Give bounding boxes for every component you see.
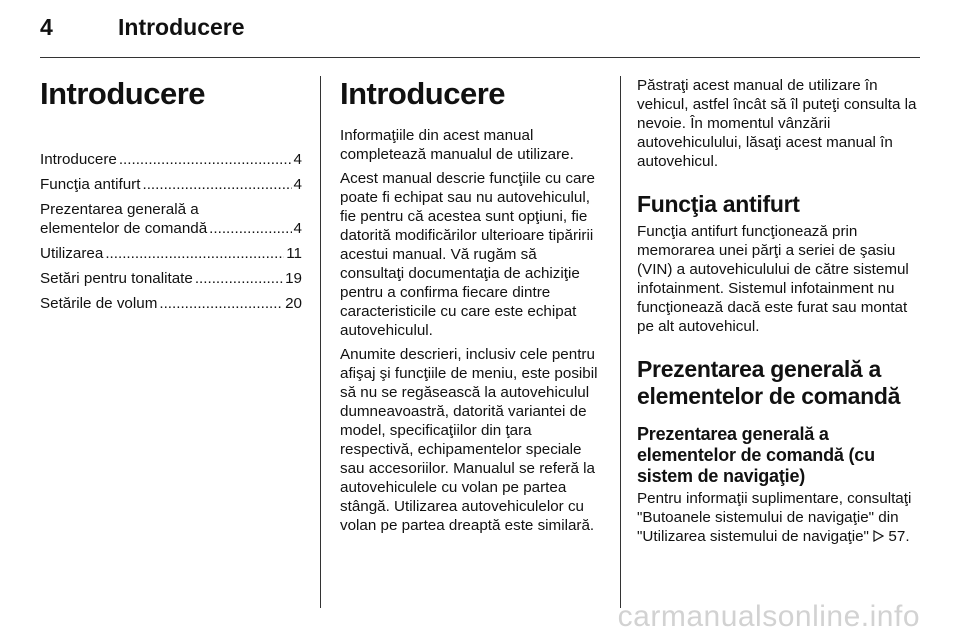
toc-page-number: 19 (285, 270, 302, 287)
toc-label: Setările de volum (40, 295, 158, 312)
paragraph: Informaţiile din acest manual completează manualul de utilizare. (340, 127, 574, 163)
toc-entry[interactable] (40, 269, 302, 288)
column-divider-2 (620, 76, 621, 608)
toc-entry[interactable] (40, 200, 302, 238)
toc-entry[interactable] (40, 150, 302, 169)
paragraph: Acest manual descrie funcţiile cu care poate fi echipat sau nu autovehiculul, fie pentru că acestea sunt opţiuni, fie datorită modificărilor ulterioare tipăririi acestui manual. Vă rugăm să consultaţi documentaţia de achiziţie pentru a confirma fiecare dintre caracteristicile cu care este echipat autovehiculul. (340, 170, 595, 339)
section-heading-introducere: Introducere (340, 76, 506, 111)
column-divider-1 (320, 76, 321, 608)
toc-leader-dots (159, 294, 283, 313)
page-header (40, 14, 920, 54)
triangle-reference-icon (873, 528, 884, 547)
toc-leader-dots (142, 175, 291, 194)
toc-leader-dots (105, 244, 284, 263)
toc-label: Funcţia antifurt (40, 176, 141, 193)
toc-page-number: 11 (286, 245, 302, 262)
toc-leader-dots (195, 269, 283, 288)
left-column (40, 76, 302, 319)
right-column (637, 76, 920, 547)
toc-label: Utilizarea (40, 245, 104, 262)
toc-page-number: 4 (293, 151, 302, 168)
reference-text: Pentru informaţii suplimentare, consultaţi "Butoanele sistemului de navigaţie" din "Utilizarea sistemului de navigaţie" (637, 490, 912, 545)
page-number: 4 (40, 14, 53, 40)
header-rule (40, 57, 920, 58)
header-title: Introducere (118, 14, 245, 40)
toc-leader-dots (119, 150, 292, 169)
paragraph: Anumite descrieri, inclusiv cele pentru afişaj şi funcţiile de meniu, este posibil să nu se regăsească la autovehiculul dumneavoastră, datorită variantei de model, specificaţiilor din ţara respectivă, echipamentelor speciale sau accesoriilor. Manualul se referă la autovehiculele cu volan pe partea stângă. Utilizarea autovehiculelor cu volan pe partea dreaptă este similară. (340, 346, 598, 534)
section-heading-overview: Prezentarea generală a elementelor de comandă (637, 356, 901, 409)
toc-page-number: 4 (293, 176, 302, 193)
section-heading-antifurt: Funcţia antifurt (637, 191, 800, 217)
paragraph: Funcţia antifurt funcţionează prin memorarea unei părţi a seriei de şasiu (VIN) a autovehiculului de către sistemul infotainment. Sistemul infotainment nu funcţionează dacă este furat sau montat pe alt autovehicul. (637, 223, 909, 335)
subsection-heading: Prezentarea generală a elementelor de comandă (cu sistem de navigaţie) (637, 424, 875, 486)
paragraph-with-reference (637, 489, 920, 547)
middle-column (340, 76, 605, 535)
toc-leader-dots (209, 219, 291, 238)
reference-link[interactable]: 57. (888, 528, 910, 545)
toc-entry[interactable] (40, 294, 302, 313)
toc-label: Setări pentru tonalitate (40, 270, 193, 287)
toc-label: Prezentarea generală a elementelor de comandă (40, 201, 208, 237)
toc-page-number: 20 (285, 295, 302, 312)
toc-page-number: 4 (293, 220, 302, 237)
toc-entry[interactable] (40, 175, 302, 194)
toc-entry[interactable] (40, 244, 302, 263)
watermark: carmanualsonline.info (617, 600, 920, 633)
chapter-heading: Introducere (40, 76, 206, 111)
paragraph: Păstraţi acest manual de utilizare în vehicul, astfel încât să îl puteţi consulta la nevoie. În momentul vânzării autovehiculului, lăsaţi acest manual în autovehicul. (637, 77, 917, 170)
table-of-contents (40, 150, 302, 313)
toc-label: Introducere (40, 151, 117, 168)
